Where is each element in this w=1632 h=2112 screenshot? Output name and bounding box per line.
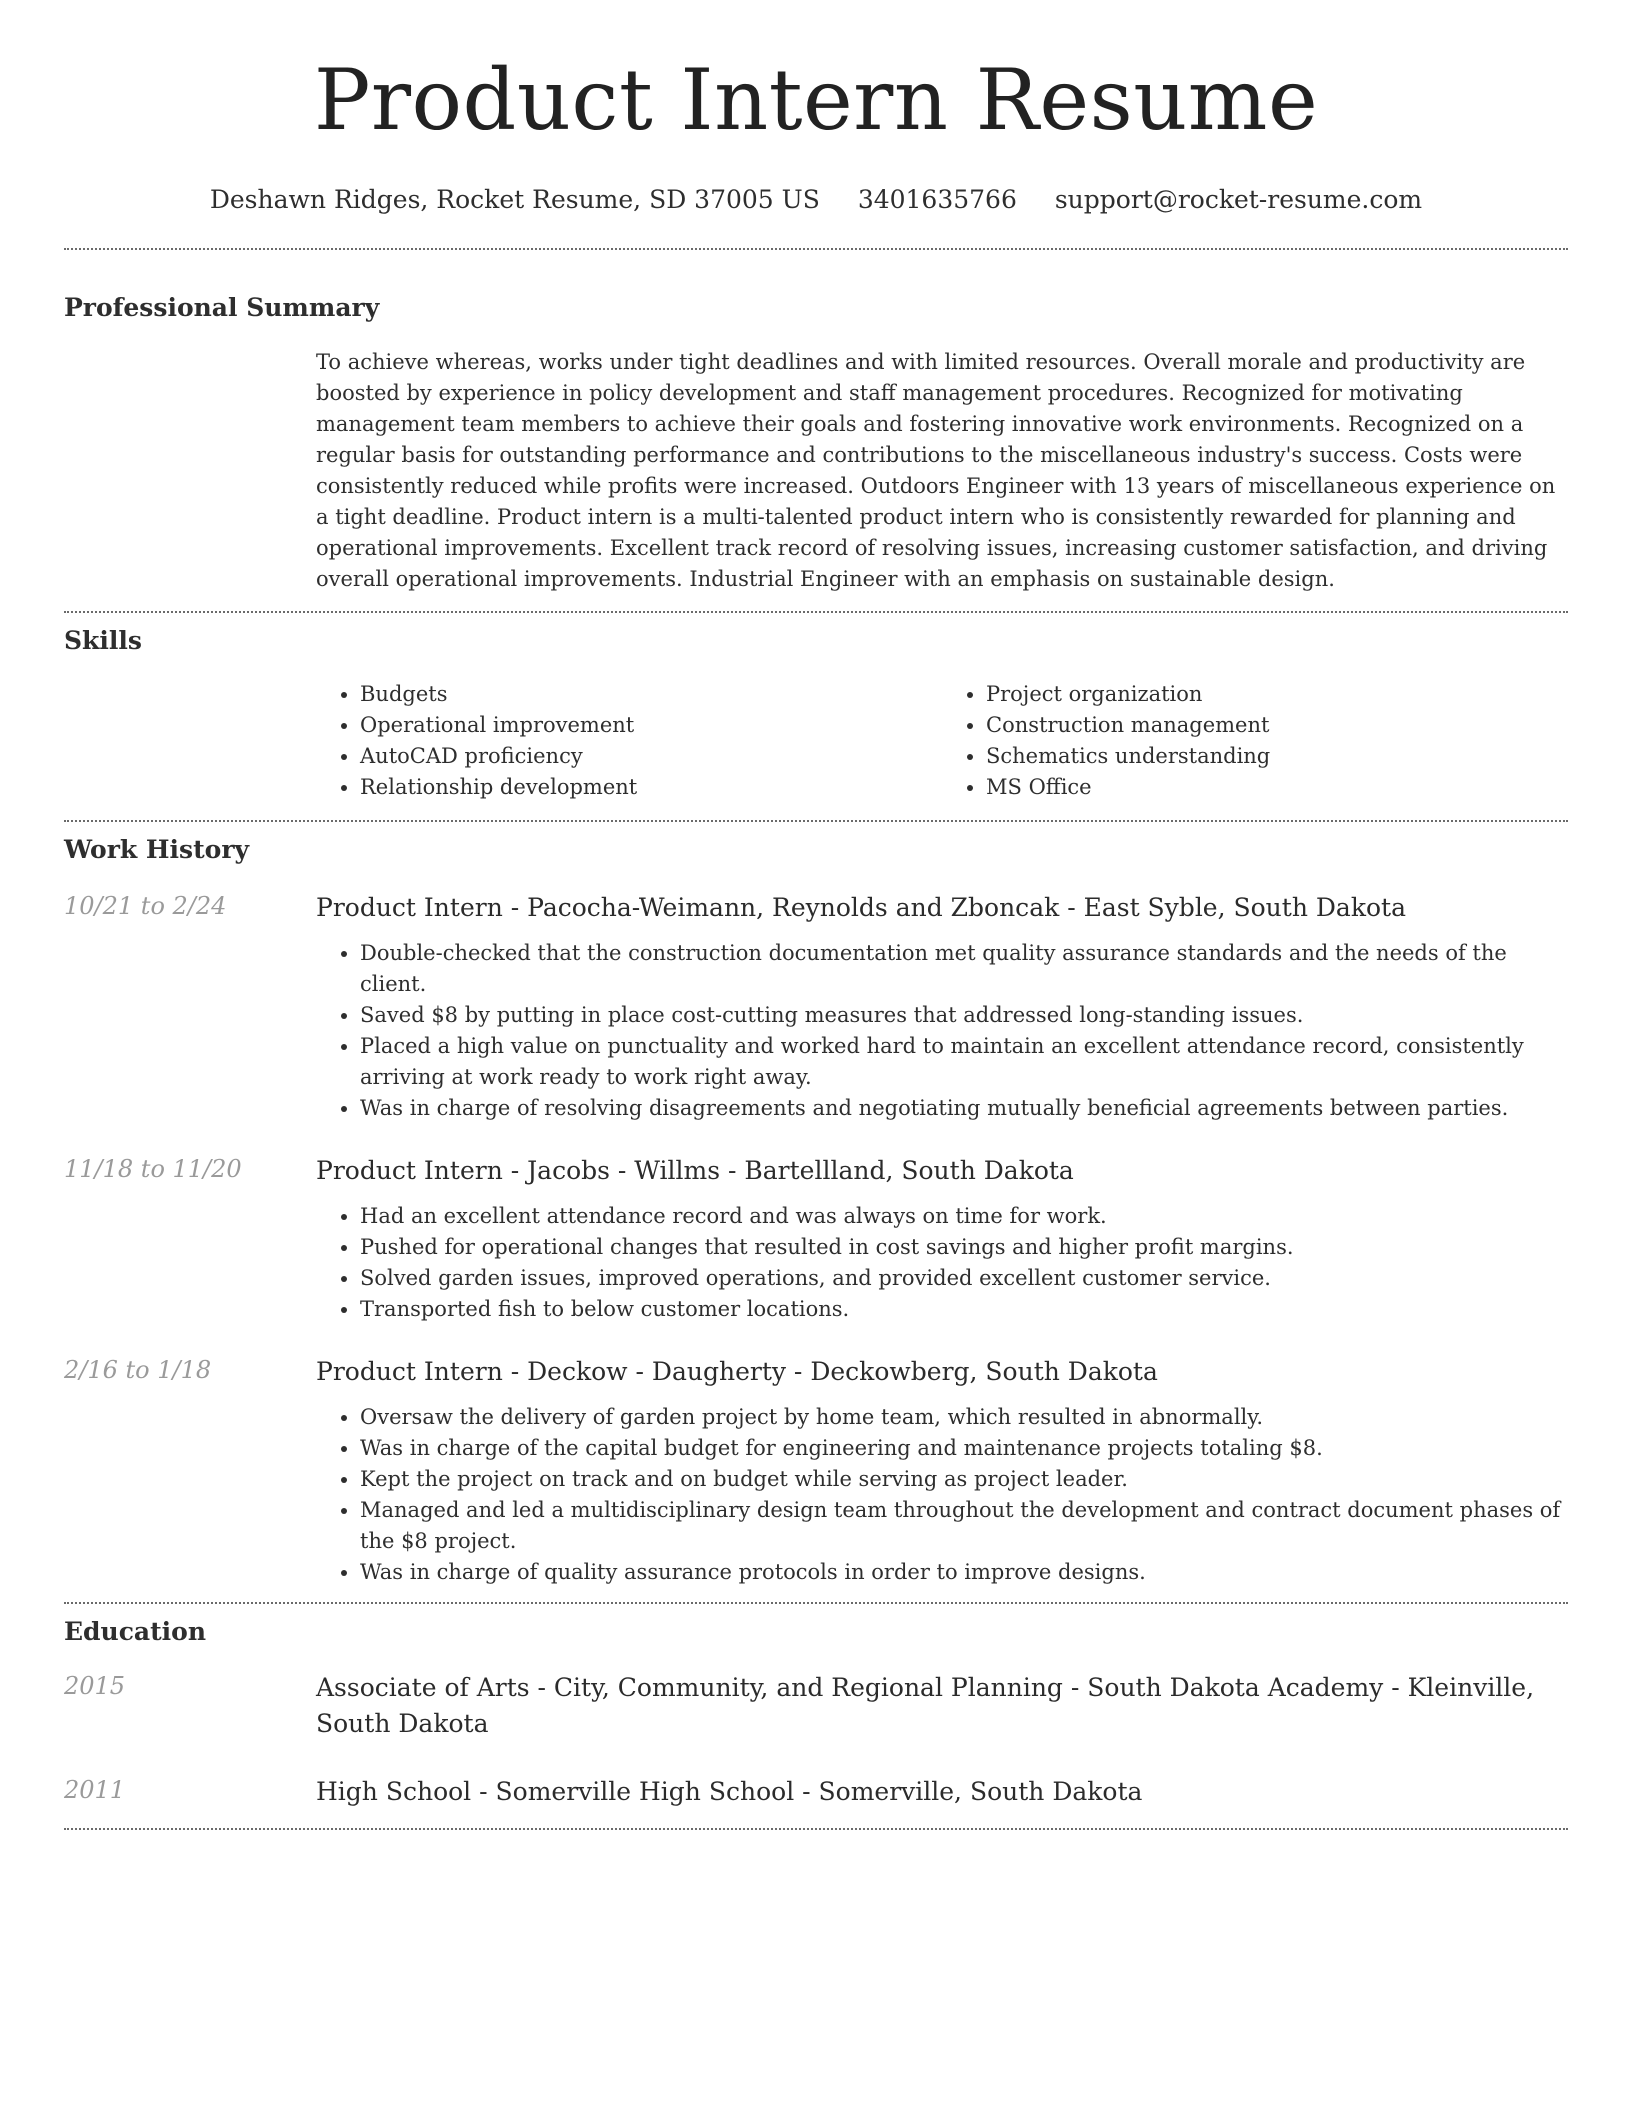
job-bullet: • Transported fish to below customer locations.: [360, 1294, 1568, 1325]
job-dates: 2/16 to 1/18: [64, 1356, 212, 1384]
divider: [64, 1828, 1568, 1830]
education-title: [316, 1774, 1568, 1810]
job-bullet: • Was in charge of quality assurance protocols in order to improve designs.: [360, 1557, 1568, 1588]
skills-list: [316, 679, 1568, 803]
job-bullet: • Pushed for operational changes that resulted in cost savings and higher profit margins.: [360, 1232, 1568, 1263]
education-entry: [64, 1670, 1568, 1742]
skill-item: • MS Office: [986, 772, 1568, 803]
skill-item: • AutoCAD proficiency: [360, 741, 942, 772]
job-role: Product Intern: [316, 1156, 503, 1185]
job-role: Product Intern: [316, 893, 503, 922]
job-bullets: [316, 1201, 1568, 1325]
work-heading: Work History: [64, 835, 250, 864]
job-bullet: • Managed and led a multidisciplinary design team throughout the development and contract document phases of the $8 project.: [360, 1495, 1568, 1557]
education-year: 2011: [64, 1776, 126, 1804]
summary-section: [64, 292, 1568, 595]
contact-line: [64, 184, 1568, 216]
contact-address: Deshawn Ridges, Rocket Resume, SD 37005 US: [209, 185, 820, 214]
job-bullets: [316, 1402, 1568, 1588]
job-title: [316, 890, 1568, 926]
skill-item: • Construction management: [986, 710, 1568, 741]
skill-item: • Relationship development: [360, 772, 942, 803]
job-bullet: • Placed a high value on punctuality and worked hard to maintain an excellent attendance record, consistently arriving at work ready to work right away.: [360, 1031, 1568, 1093]
job-entry: [64, 1153, 1568, 1325]
contact-email[interactable]: support@rocket-resume.com: [1054, 185, 1423, 214]
job-dates: 10/21 to 2/24: [64, 892, 227, 920]
job-bullet: • Double-checked that the construction documentation met quality assurance standards and the needs of the client.: [360, 938, 1568, 1000]
divider: [64, 820, 1568, 822]
job-bullet: • Solved garden issues, improved operations, and provided excellent customer service.: [360, 1263, 1568, 1294]
page-title: Product Intern Resume: [313, 51, 1319, 149]
divider: [64, 611, 1568, 613]
education-section: [64, 1616, 1568, 1810]
education-degree: High School: [316, 1777, 472, 1806]
skills-section: [64, 625, 1568, 803]
job-entry: [64, 1354, 1568, 1588]
job-detail: - Pacocha-Weimann, Reynolds and Zboncak - East Syble, South Dakota: [502, 893, 1406, 922]
job-bullet: • Kept the project on track and on budget while serving as project leader.: [360, 1464, 1568, 1495]
job-bullet: • Was in charge of resolving disagreements and negotiating mutually beneficial agreements between parties.: [360, 1093, 1568, 1124]
skill-item: • Operational improvement: [360, 710, 942, 741]
job-role: Product Intern: [316, 1357, 503, 1386]
summary-heading: Professional Summary: [64, 293, 380, 322]
education-detail: - Somerville High School - Somerville, South Dakota: [471, 1777, 1143, 1806]
skills-heading: Skills: [64, 626, 142, 655]
skill-item: • Schematics understanding: [986, 741, 1568, 772]
job-bullet: • Was in charge of the capital budget for engineering and maintenance projects totaling $8.: [360, 1433, 1568, 1464]
job-title: [316, 1153, 1568, 1189]
divider: [64, 248, 1568, 250]
summary-text: To achieve whereas, works under tight deadlines and with limited resources. Overall morale and productivity are boosted by experience in policy development and staff management procedures. Recognized for motivating management team members to achieve their goals and fostering innovative work environments. Recognized on a regular basis for outstanding performance and contributions to the miscellaneous industry's success. Costs were consistently reduced while profits were increased. Outdoors Engineer with 13 years of miscellaneous experience on a tight deadline. Product intern is a multi-talented product intern who is consistently rewarded for planning and operational improvements. Excellent track record of resolving issues, increasing customer satisfaction, and driving overall operational improvements. Industrial Engineer with an emphasis on sustainable design.: [316, 350, 1556, 591]
job-bullets: [316, 938, 1568, 1124]
skills-column-right: [942, 679, 1568, 803]
skill-item: • Budgets: [360, 679, 942, 710]
divider: [64, 1602, 1568, 1604]
job-dates: 11/18 to 11/20: [64, 1155, 242, 1183]
education-entry: [64, 1774, 1568, 1810]
job-bullet: • Had an excellent attendance record and was always on time for work.: [360, 1201, 1568, 1232]
job-bullet: • Oversaw the delivery of garden project by home team, which resulted in abnormally.: [360, 1402, 1568, 1433]
education-detail: - South Dakota Academy - Kleinville, South Dakota: [316, 1673, 1535, 1738]
job-bullet: • Saved $8 by putting in place cost-cutting measures that addressed long-standing issues.: [360, 1000, 1568, 1031]
job-title: [316, 1354, 1568, 1390]
job-entry: [64, 890, 1568, 1124]
contact-phone: 3401635766: [857, 185, 1017, 214]
education-year: 2015: [64, 1672, 126, 1700]
job-detail: - Deckow - Daugherty - Deckowberg, South Dakota: [502, 1357, 1158, 1386]
education-title: [316, 1670, 1568, 1742]
work-section: [64, 834, 1568, 1588]
education-degree: Associate of Arts - City, Community, and Regional Planning: [316, 1673, 1063, 1702]
education-heading: Education: [64, 1617, 207, 1646]
skills-column-left: [316, 679, 942, 803]
skill-item: • Project organization: [986, 679, 1568, 710]
job-detail: - Jacobs - Willms - Bartellland, South Dakota: [502, 1156, 1074, 1185]
